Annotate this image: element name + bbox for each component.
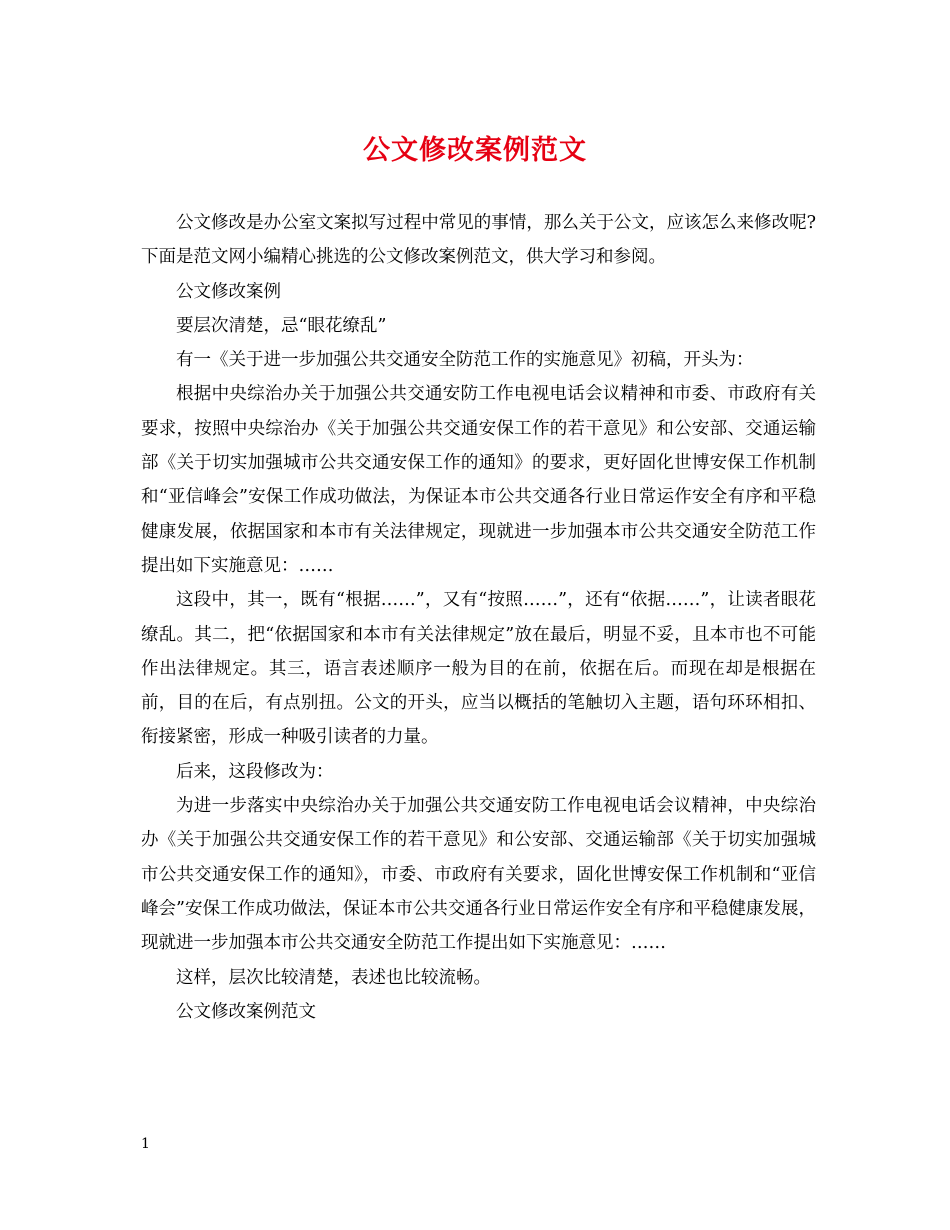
paragraph-analysis: 这段中，其一，既有“根据……”，又有“按照……”，还有“依据……”，让读者眼花缭乱。其二，把“依据国家和本市有关法律规定”放在最后，明显不妥，且本市也不可能作出法律规定。其三，语言表述顺序一般为目的在前，依据在后。而现在却是根据在前，目的在后，有点别扭。公文的开头，应当以概括的笔触切入主题，语句环环相扣、衔接紧密，形成一种吸引读者的力量。: [141, 590, 816, 748]
paragraph-conclusion: 这样，层次比较清楚，表述也比较流畅。: [176, 967, 491, 988]
paragraph-case-heading: 公文修改案例: [176, 281, 281, 302]
document-title: 公文修改案例范文: [363, 135, 587, 166]
paragraph-draft-intro: 有一《关于进一步加强公共交通安全防范工作的实施意见》初稿，开头为：: [176, 350, 754, 371]
paragraph-original-draft: 根据中央综治办关于加强公共交通安防工作电视电话会议精神和市委、市政府有关要求，按照中央综治办《关于加强公共交通安保工作的若干意见》和公安部、交通运输部《关于切实加强城市公共交通安保工作的通知》的要求，更好固化世博安保工作机制和“亚信峰会”安保工作成功做法，为保证本市公共交通各行业日常运作安全有序和平稳健康发展，依据国家和本市有关法律规定，现就进一步加强本市公共交通安全防范工作提出如下实施意见：……: [141, 384, 816, 576]
paragraph-intro: 公文修改是办公室文案拟写过程中常见的事情，那么关于公文，应该怎么来修改呢?下面是范文网小编精心挑选的公文修改案例范文，供大学习和参阅。: [141, 213, 816, 268]
paragraph-subheading: 要层次清楚，忌“眼花缭乱”: [176, 315, 387, 336]
document-body: [141, 206, 816, 1029]
paragraph-revision-intro: 后来，这段修改为：: [176, 761, 334, 782]
page-number: 1: [141, 1136, 150, 1152]
paragraph-revised-draft: 为进一步落实中央综治办关于加强公共交通安防工作电视电话会议精神，中央综治办《关于加强公共交通安保工作的若干意见》和公安部、交通运输部《关于切实加强城市公共交通安保工作的通知》，市委、市政府有关要求，固化世博安保工作机制和“亚信峰会”安保工作成功做法，保证本市公共交通各行业日常运作安全有序和平稳健康发展，现就进一步加强本市公共交通安全防范工作提出如下实施意见：……: [141, 796, 816, 954]
paragraph-closing-heading: 公文修改案例范文: [176, 1001, 316, 1022]
